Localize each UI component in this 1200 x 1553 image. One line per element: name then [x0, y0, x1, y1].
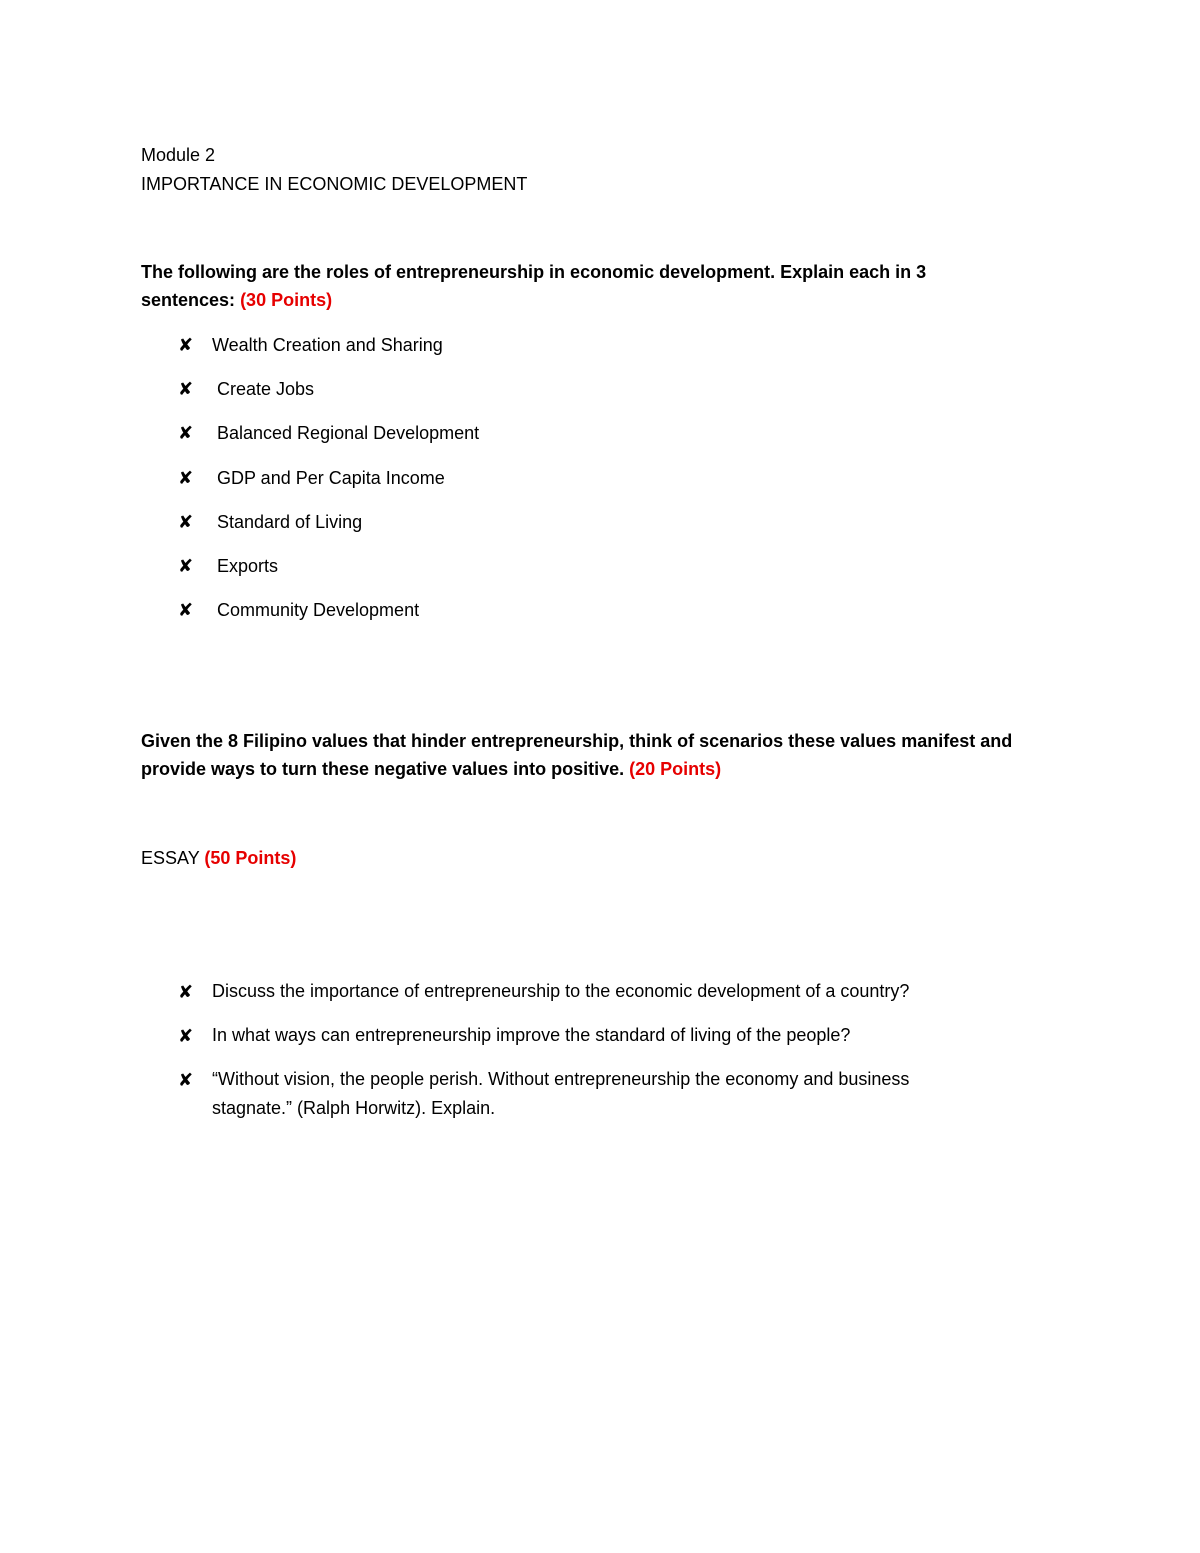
x-mark-icon: ✘ [178, 423, 194, 443]
section2-points: (20 Points) [629, 759, 722, 779]
section1-instruction-text: sentences: [141, 290, 236, 310]
section2-instruction-line2 [141, 755, 721, 784]
x-mark-icon: ✘ [178, 1070, 194, 1090]
module-label: Module 2 [141, 145, 216, 165]
essay-question: “Without vision, the people perish. Without entrepreneurship the economy and business [212, 1069, 910, 1089]
x-mark-icon: ✘ [178, 600, 194, 620]
essay-question: Discuss the importance of entrepreneurship to the economic development of a country? [212, 981, 910, 1001]
x-mark-icon: ✘ [178, 512, 194, 532]
x-mark-icon: ✘ [178, 379, 194, 399]
x-mark-icon: ✘ [178, 556, 194, 576]
list-item: Balanced Regional Development [217, 423, 480, 443]
section2-instruction-line1: Given the 8 Filipino values that hinder entrepreneurship, think of scenarios these values manifest and [141, 731, 1013, 751]
list-item: Create Jobs [217, 379, 315, 399]
section1-instruction-line2 [141, 286, 332, 315]
list-item: Community Development [217, 600, 420, 620]
page-title: IMPORTANCE IN ECONOMIC DEVELOPMENT [141, 174, 528, 194]
essay-label: ESSAY [141, 848, 200, 868]
essay-points: (50 Points) [204, 848, 297, 868]
x-mark-icon: ✘ [178, 468, 194, 488]
x-mark-icon: ✘ [178, 982, 194, 1002]
list-item: GDP and Per Capita Income [217, 468, 445, 488]
essay-question-continuation: stagnate.” (Ralph Horwitz). Explain. [212, 1098, 496, 1118]
x-mark-icon: ✘ [178, 1026, 194, 1046]
essay-question: In what ways can entrepreneurship improve the standard of living of the people? [212, 1025, 851, 1045]
x-mark-icon: ✘ [178, 335, 194, 355]
section1-points: (30 Points) [240, 290, 333, 310]
list-item: Standard of Living [217, 512, 363, 532]
essay-heading [141, 844, 296, 873]
list-item: Exports [217, 556, 279, 576]
section1-instruction-line1: The following are the roles of entrepreneurship in economic development. Explain each in 3 [141, 262, 927, 282]
list-item: Wealth Creation and Sharing [212, 335, 443, 355]
section2-instruction-text: provide ways to turn these negative values into positive. [141, 759, 625, 779]
